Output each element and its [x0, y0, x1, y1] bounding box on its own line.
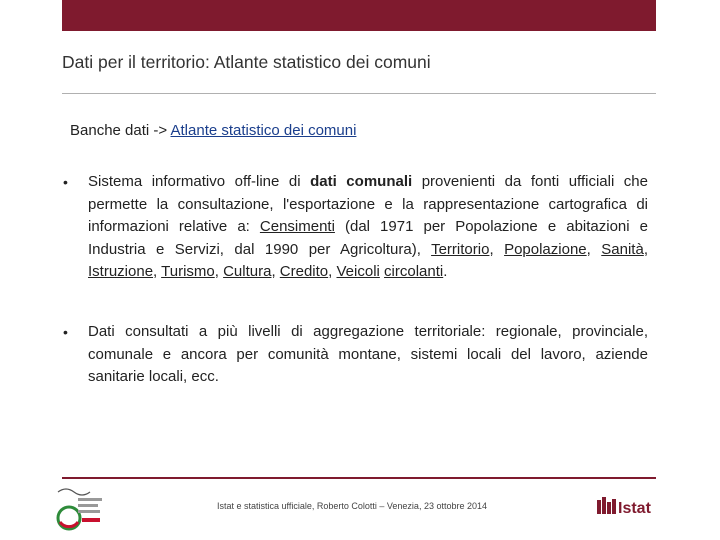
bullet-dot-icon: • — [63, 174, 68, 190]
turismo-link[interactable]: Turismo — [161, 263, 215, 280]
censimenti-link[interactable]: Censimenti — [259, 218, 335, 235]
atlante-link[interactable]: Atlante statistico dei comuni — [170, 122, 357, 139]
breadcrumb-prefix: Banche dati -> — [70, 122, 171, 139]
istruzione-link[interactable]: Istruzione — [88, 263, 154, 280]
cultura-link[interactable]: Cultura — [223, 263, 272, 280]
veicoli-link[interactable]: Veicoli — [336, 263, 380, 280]
top-brand-bar — [62, 0, 656, 31]
footer-credit: Istat e statistica ufficiale, Roberto Colotti – Venezia, 23 ottobre 2014 — [217, 501, 487, 511]
dati-comunali-text: dati comunali — [310, 173, 413, 190]
circolanti-link[interactable]: circolanti — [384, 263, 444, 280]
title-divider — [62, 93, 656, 94]
istat-logo-text: Istat — [618, 500, 651, 516]
popolazione-link[interactable]: Popolazione — [504, 240, 587, 258]
giornata-statistica-logo — [52, 484, 106, 532]
bullet-dot-icon: • — [63, 324, 68, 340]
istat-logo — [597, 494, 657, 516]
breadcrumb — [70, 122, 356, 139]
credito-link[interactable]: Credito — [279, 263, 329, 280]
territorio-link[interactable]: Territorio — [431, 240, 490, 258]
footer-divider — [62, 477, 656, 479]
bullet-item-1: • Sistema informativo off-line di dati comunali provenienti da fonti ufficiali che permette la consultazione, l'esportazione e la rappresentazione cartografica di informazioni relative a: Censimenti (dal 1971 per Popolazione e abitazioni e Industria e Servizi, dal 1990 per Agricoltura), Territorio, Popolazione, Sanità, Istruzione, Turismo, Cultura, Credito, Veicoli circolanti. — [63, 173, 648, 280]
bullet-item-2: • Dati consultati a più livelli di aggregazione territoriale: regionale, provinciale, comunale e ancora per comunità montane, sistemi locali del lavoro, aziende sanitarie locali, ecc. — [63, 323, 648, 385]
sanita-link[interactable]: Sanità — [601, 240, 644, 258]
slide-title: Dati per il territorio: Atlante statistico dei comuni — [62, 52, 431, 72]
